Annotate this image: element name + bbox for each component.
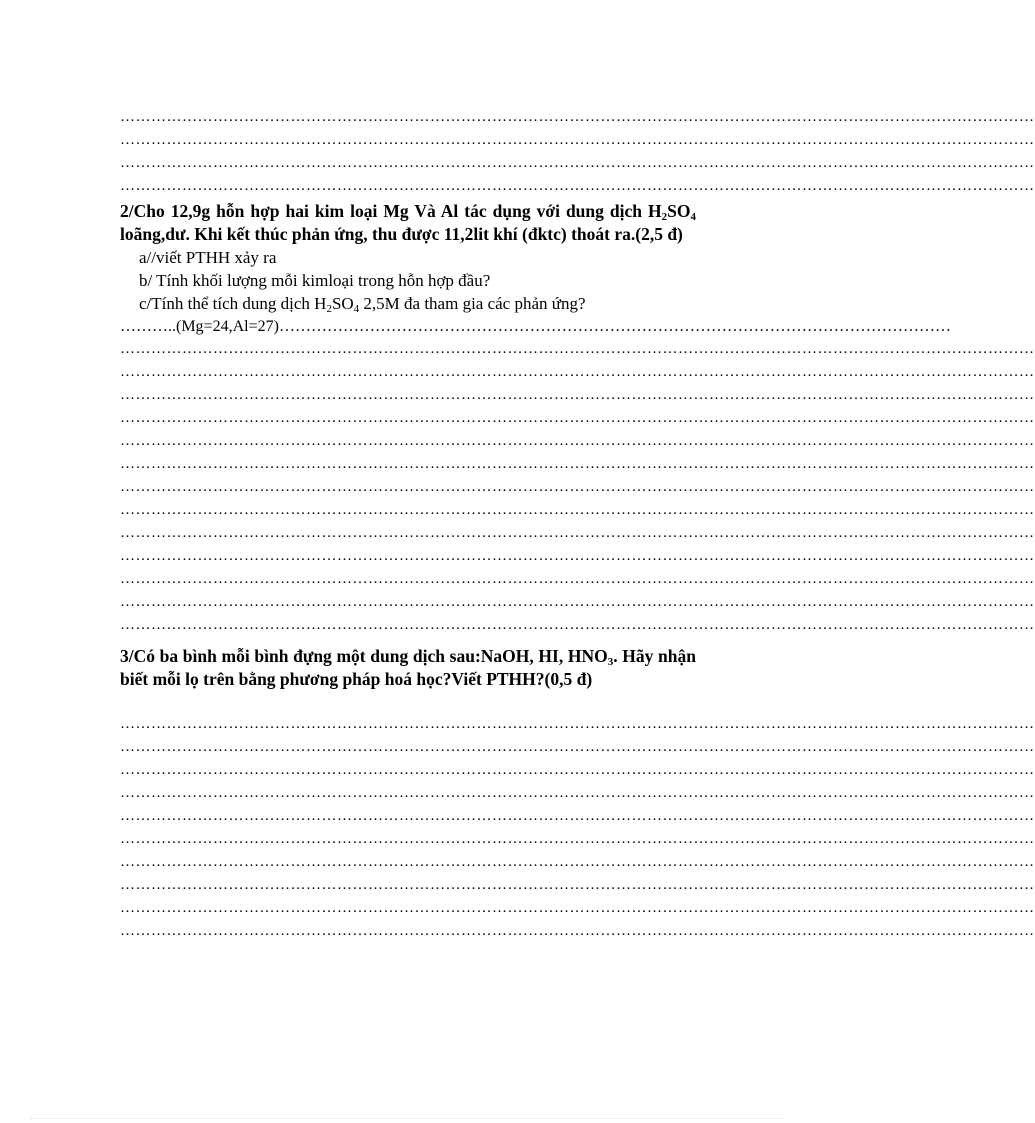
answer-line: …………………………………………………………………………………………………………………………………………………………… (120, 178, 1035, 194)
question-3: 3/Có ba bình mỗi bình đựng một dung dịch sau:NaOH, HI, $HNO_3$. Hãy nhận biết mỗi lọ trên bằng phương pháp hoá học?Viết PTHH?(0,5 đ) (120, 646, 696, 689)
answer-line: …………………………………………………………………………………………………………………………………………………………… (120, 456, 1035, 472)
question-2b: b/ Tính khối lượng mỗi kimloại trong hỗn hợp đầu? (139, 271, 491, 290)
worksheet-page (120, 106, 1035, 943)
answer-line: …………………………………………………………………………………………………………………………………………………………… (120, 831, 1035, 847)
answer-line: …………………………………………………………………………………………………………………………………………………………… (120, 479, 1035, 495)
question-2a: a//viết PTHH xảy ra (139, 248, 277, 267)
answer-line: …………………………………………………………………………………………………………………………………………………………… (120, 502, 1035, 518)
answer-line: …………………………………………………………………………………………………………………………………………………………… (120, 571, 1035, 587)
answer-line: …………………………………………………………………………………………………………………………………………………………… (120, 854, 1035, 870)
answer-line: …………………………………………………………………………………………………………………………………………………………… (120, 525, 1035, 541)
answer-line: …………………………………………………………………………………………………………………………………………………………… (120, 900, 1035, 916)
answer-line: …………………………………………………………………………………………………………………………………………………………… (120, 739, 1035, 755)
page-bottom-divider (30, 1118, 786, 1119)
answer-line: …………………………………………………………………………………………………………………………………………………………… (120, 808, 1035, 824)
answer-line: …………………………………………………………………………………………………………………………………………………………… (120, 410, 1035, 426)
spacer (120, 691, 696, 713)
answer-line: …………………………………………………………………………………………………………………………………………………………… (120, 716, 1035, 732)
answer-line: …………………………………………………………………………………………………………………………………………………………… (120, 594, 1035, 610)
answer-line: …………………………………………………………………………………………………………………………………………………………… (120, 341, 1035, 357)
answer-line: …………………………………………………………………………………………………………………………………………………………… (120, 548, 1035, 564)
answer-line: …………………………………………………………………………………………………………………………………………………………… (120, 877, 1035, 893)
question-2: 2/Cho 12,9g hỗn hợp hai kim loại Mg Và Al tác dụng với dung dịch $H_2SO_4$ loãng,dư. Khi kết thúc phản ứng, thu được 11,2lit khí (đktc) thoát ra.(2,5 đ) (120, 201, 696, 244)
answer-line: …………………………………………………………………………………………………………………………………………………………… (120, 132, 1035, 148)
answer-line: …………………………………………………………………………………………………………………………………………………………… (120, 617, 1035, 633)
answer-line: …………………………………………………………………………………………………………………………………………………………… (120, 109, 1035, 125)
answer-line: …………………………………………………………………………………………………………………………………………………………… (120, 433, 1035, 449)
answer-line: …………………………………………………………………………………………………………………………………………………………… (120, 155, 1035, 171)
atomic-mass-line: ………..(Mg=24,Al=27)……………………………………………………………………………………………………………… (120, 318, 951, 335)
answer-line: …………………………………………………………………………………………………………………………………………………………… (120, 923, 1035, 939)
answer-line: …………………………………………………………………………………………………………………………………………………………… (120, 387, 1035, 403)
answer-line: …………………………………………………………………………………………………………………………………………………………… (120, 762, 1035, 778)
answer-line: …………………………………………………………………………………………………………………………………………………………… (120, 364, 1035, 380)
answer-line: …………………………………………………………………………………………………………………………………………………………… (120, 785, 1035, 801)
question-2c: c/Tính thể tích dung dịch $H_2SO_4$ 2,5M đa tham gia các phản ứng? (139, 294, 586, 315)
